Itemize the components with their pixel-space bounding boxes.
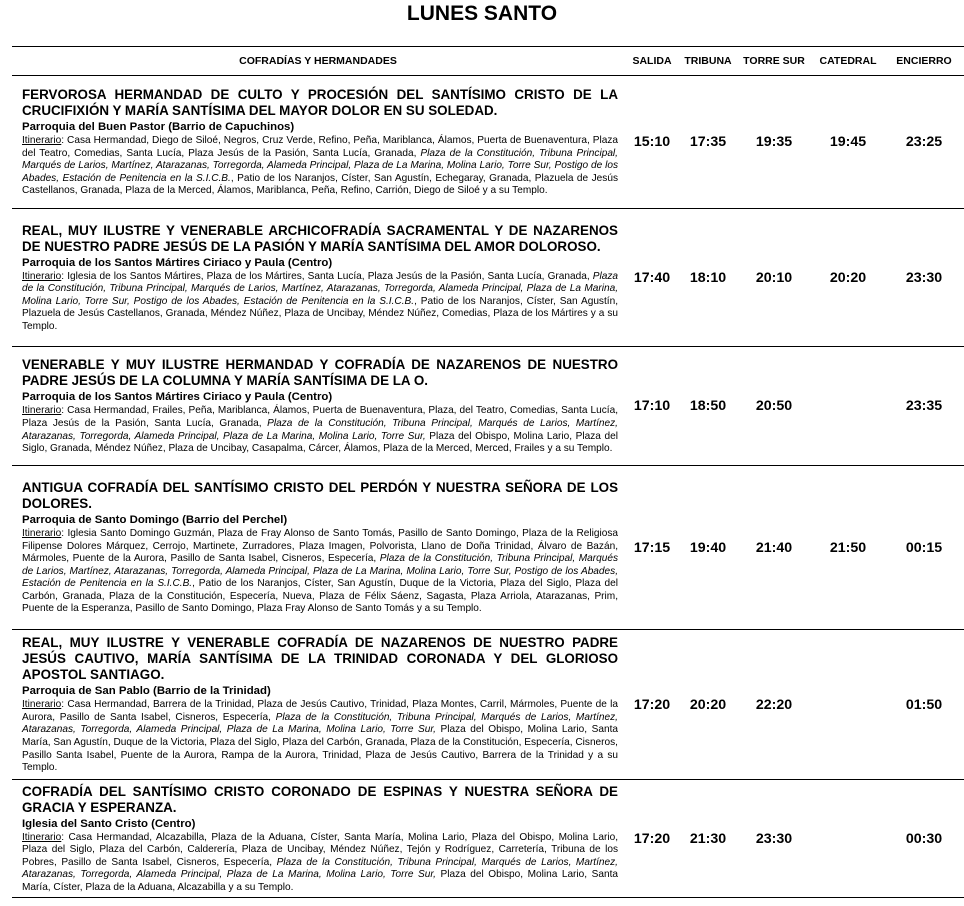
itinerary-label: Itinerario: [22, 270, 62, 282]
itinerary-text-return: , Patio de los Naranjos, Císter, San Agustín, Plazuela de Jesús Castellanos, Granada, Méndez Núñez, Plaza de Uncibay, Méndez Núñez, Comedias, Plaza de los Mártires y a su Templo.: [22, 295, 619, 332]
time-salida: 17:20: [624, 780, 680, 898]
itinerary: Itinerario: Casa Hermandad, Barrera de la Trinidad, Plaza de Jesús Cautivo, Trinidad, Plaza Montes, Carril, Mármoles, Puente de la Aurora, Pasillo de Santa Isabel, Cisneros, Especería, Plaza de la Constitución, Tribuna Principal, Marqués de Larios, Martínez, Atarazanas, Torregorda, Alameda Principal, Plaza de La Marina, Molina Lario, Torre Sur, Plaza del Obispo, Molina Lario, Santa María, San Agustín, Duque de la Victoria, Plaza del Siglo, Plaza del Carbón, Granada, Plaza de la Constitución, Especería, Cisneros, Pasillo Santa Isabel, Puente de la Aurora, Rampa de la Aurora, Trinidad, Plaza de Jesús Cautivo, Barrera de la Trinidad y a su Templo.: [22, 699, 618, 774]
table-row: [12, 76, 964, 209]
time-tribuna: 17:35: [680, 76, 736, 209]
itinerary-label: Itinerario: [22, 405, 62, 417]
time-salida: 15:10: [624, 76, 680, 209]
parish-name: Parroquia de San Pablo (Barrio de la Trinidad): [22, 685, 271, 698]
itinerary-text-return: , Patio de los Naranjos, Císter, San Agustín, Duque de la Victoria, Plaza del Siglo, Plaza del Carbón, Granada, Plaza de la Constitución, Especería, Nueva, Plaza de Félix Sáenz, Sagasta, Plaza Arriola, Atarazanas, Prim, Puente de la Esperanza, Pasillo de Santo Domingo, Plaza Fray Alonso de Santo Tomás y a su Templo.: [22, 578, 618, 615]
itinerary: Itinerario: Casa Hermandad, Alcazabilla, Plaza de la Aduana, Císter, Santa María, Molina Lario, Plaza del Obispo, Molina Lario, Plaza del Siglo, Plaza del Carbón, Calderería, Plaza de Uncibay, Méndez Núñez, Tejón y Rodríguez, Carretería, Tribuna de los Pobres, Pasillo de Santa Isabel, Cisneros, Especería, Plaza de la Constitución, Tribuna Principal, Marqués de Larios, Martínez, Atarazanas, Torregorda, Alameda Principal, Plaza de La Marina, Molina Lario, Torre Sur, Plaza del Obispo, Molina Lario, Santa María, Císter, Plaza de la Aduana, Alcazabilla y a su Templo.: [22, 831, 618, 893]
itinerary-text: Casa Hermandad, Barrera de la Trinidad, Plaza de Jesús Cautivo, Trinidad, Plaza Montes, Carril, Mármoles, Puente de la Aurora, Pasillo de Santa Isabel, Cisneros, Especería,: [22, 699, 618, 723]
parish-name: Parroquia de los Santos Mártires Ciriaco y Paula (Centro): [22, 391, 333, 404]
brotherhood-name: FERVOROSA HERMANDAD DE CULTO Y PROCESIÓN DEL SANTÍSIMO CRISTO DE LA CRUCIFIXIÓN Y MARÍA SANTÍSIMA DEL MAYOR DOLOR EN SU SOLEDAD.: [22, 87, 618, 119]
itinerary: Itinerario: Casa Hermandad, Diego de Siloé, Negros, Cruz Verde, Refino, Peña, Mariblanca, Álamos, Puerta de Buenaventura, Plaza del Teatro, Comedias, Santa Lucía, Plaza Jesús de la Pasión, Santa Lucía, Granada, Plaza de la Constitución, Tribuna Principal, Marqués de Larios, Martínez, Atarazanas, Torregorda, Alameda Principal, Plaza de La Marina, Molina Lario, Torre Sur, Postigo de los Abades, Estación de Penitencia en la S.I.C.B., Patio de los Naranjos, Císter, San Agustín, Echegaray, Granada, Plazuela de Jesús Castellanos, Granada, Plaza de la Merced, Álamos, Mariblanca, Peña, Refino, Carrión, Diego de Siloé y a su Templo.: [22, 135, 619, 197]
table-row: [12, 630, 964, 780]
itinerary-text-return: Plaza del Obispo, Molina Lario, Plaza del Siglo, Granada, Méndez Núñez, Plaza de Uncibay, Casapalma, Cárcer, Álamos, Plaza de la Merced, Merced, Frailes y a su Templo.: [22, 430, 618, 455]
itinerary-official-route: Plaza de la Constitución, Tribuna Principal, Marqués de Larios, Martínez, Atarazanas, Torregorda, Alameda Principal, Plaza de La Marina, Molina Lario, Torre Sur, Postigo de los Abades, Estación de Penitencia en la S.I.C.B.: [22, 270, 619, 307]
itinerary-text: Iglesia Santo Domingo Guzmán, Plaza de Fray Alonso de Santo Tomás, Pasillo de Santo Domingo, Plaza de la Religiosa Filipense Dolores Márquez, Cerrojo, Martinete, Zurradores, Plaza Imagen, Polvorista, Llano de Doña Trinidad, Álvaro de Bazán, Mármoles, Puente de la Aurora, Pasillo de Santa Isabel, Cisneros, Especería,: [22, 527, 619, 565]
itinerary-official-route: Plaza de la Constitución, Tribuna Principal, Marqués de Larios, Martínez, Atarazanas, Torregorda, Alameda Principal, Plaza de La Marina, Molina Lario, Torre Sur, Postigo de los Abades, Estación de Penitencia en la S.I.C.B.: [22, 147, 618, 184]
header-cofradias: COFRADÍAS Y HERMANDADES: [12, 47, 624, 76]
time-torre-sur: 22:20: [736, 630, 812, 780]
time-tribuna: 19:40: [680, 466, 736, 630]
time-catedral: 19:45: [812, 76, 884, 209]
time-catedral: 20:20: [812, 209, 884, 347]
header-catedral: CATEDRAL: [812, 47, 884, 76]
parish-name: Parroquia de Santo Domingo (Barrio del Perchel): [22, 513, 288, 526]
brotherhood-info: [12, 466, 624, 630]
itinerary-label: Itinerario: [22, 699, 62, 711]
itinerary-label: Itinerario: [22, 135, 62, 147]
time-encierro: 01:50: [884, 630, 964, 780]
table-row: [12, 780, 964, 898]
time-tribuna: 21:30: [680, 780, 736, 898]
itinerary-text: Casa Hermandad, Frailes, Peña, Mariblanca, Álamos, Puerta de Buenaventura, Plaza, del Teatro, Comedias, Santa Lucía, Plaza Jesús de la Pasión, Santa Lucía, Granada,: [22, 405, 618, 429]
itinerary-label: Itinerario: [22, 831, 62, 843]
time-salida: 17:20: [624, 630, 680, 780]
time-torre-sur: 19:35: [736, 76, 812, 209]
time-catedral: [812, 780, 884, 898]
brotherhood-name: ANTIGUA COFRADÍA DEL SANTÍSIMO CRISTO DEL PERDÓN Y NUESTRA SEÑORA DE LOS DOLORES.: [22, 479, 618, 511]
itinerary-official-route: Plaza de la Constitución, Tribuna Principal, Marqués de Larios, Martínez, Atarazanas, Torregorda, Alameda Principal, Plaza de La Marina, Molina Lario, Torre Sur, Postigo de los Abades, Estación de Penitencia en la S.I.C.B.: [22, 553, 618, 590]
time-catedral: [812, 630, 884, 780]
time-catedral: [812, 347, 884, 466]
table-row: [12, 209, 964, 347]
itinerary-text-return: , Patio de los Naranjos, Císter, San Agustín, Echegaray, Granada, Plazuela de Jesús Castellanos, Granada, Plaza de la Merced, Álamos, Mariblanca, Peña, Refino, Carrión, Diego de Siloé y a su Templo.: [22, 172, 619, 197]
brotherhood-name: REAL, MUY ILUSTRE Y VENERABLE COFRADÍA DE NAZARENOS DE NUESTRO PADRE JESÚS CAUTIVO, MARÍA SANTÍSIMA DE LA TRINIDAD CORONADA Y DEL GLORIOSO APOSTOL SANTIAGO.: [22, 635, 618, 683]
parish-name: Parroquia del Buen Pastor (Barrio de Capuchinos): [22, 121, 295, 134]
parish-name: Parroquia de los Santos Mártires Ciriaco y Paula (Centro): [22, 256, 333, 269]
time-encierro: 00:15: [884, 466, 964, 630]
brotherhood-info: [12, 209, 624, 347]
header-salida: SALIDA: [624, 47, 680, 76]
brotherhood-name: VENERABLE Y MUY ILUSTRE HERMANDAD Y COFRADÍA DE NAZARENOS DE NUESTRO PADRE JESÚS DE LA COLUMNA Y MARÍA SANTÍSIMA DE LA O.: [22, 357, 618, 389]
time-encierro: 00:30: [884, 780, 964, 898]
table-row: [12, 347, 964, 466]
time-torre-sur: 20:10: [736, 209, 812, 347]
brotherhood-info: [12, 347, 624, 466]
time-salida: 17:40: [624, 209, 680, 347]
time-encierro: 23:25: [884, 76, 964, 209]
header-torre-sur: TORRE SUR: [736, 47, 812, 76]
itinerary-text-return: Plaza del Obispo, Molina Lario, Santa María, Císter, Plaza de la Aduana, Alcazabilla y a su Templo.: [22, 869, 618, 893]
time-salida: 17:15: [624, 466, 680, 630]
header-row: [12, 47, 964, 76]
time-torre-sur: 20:50: [736, 347, 812, 466]
itinerary-label: Itinerario: [22, 527, 62, 539]
table-row: [12, 466, 964, 630]
parish-name: Iglesia del Santo Cristo (Centro): [22, 817, 196, 830]
time-torre-sur: 21:40: [736, 466, 812, 630]
time-catedral: 21:50: [812, 466, 884, 630]
itinerary-text: Iglesia de los Santos Mártires, Plaza de los Mártires, Santa Lucía, Plaza Jesús de la Pasión, Santa Lucía, Granada,: [67, 270, 593, 282]
brotherhood-info: [12, 780, 624, 898]
itinerary-official-route: Plaza de la Constitución, Tribuna Principal, Marqués de Larios, Martínez, Atarazanas, Torregorda, Alameda Principal, Plaza de La Marina, Molina Lario, Torre Sur,: [22, 711, 618, 736]
itinerary-text-return: Plaza del Obispo, Molina Lario, Santa María, San Agustín, Duque de la Victoria, Plaza del Siglo, Plaza del Carbón, Granada, Plaza de la Constitución, Especería, Cisneros, Pasillo Santa Isabel, Puente de la Aurora, Rampa de la Aurora, Trinidad, Plaza de Jesús Cautivo, Barrera de la Trinidad y a su Templo.: [22, 724, 618, 774]
time-tribuna: 20:20: [680, 630, 736, 780]
page-title: LUNES SANTO: [406, 2, 558, 25]
header-tribuna: TRIBUNA: [680, 47, 736, 76]
itinerary-official-route: Plaza de la Constitución, Tribuna Principal, Marqués de Larios, Martínez, Atarazanas, Torregorda, Alameda Principal, Plaza de La Marina, Molina Lario, Torre Sur,: [22, 417, 618, 442]
brotherhood-info: [12, 76, 624, 209]
itinerary: Itinerario: Iglesia Santo Domingo Guzmán, Plaza de Fray Alonso de Santo Tomás, Pasillo de Santo Domingo, Plaza de la Religiosa Filipense Dolores Márquez, Cerrojo, Martinete, Zurradores, Plaza Imagen, Polvorista, Llano de Doña Trinidad, Álvaro de Bazán, Mármoles, Puente de la Aurora, Pasillo de Santa Isabel, Cisneros, Especería, Plaza de la Constitución, Tribuna Principal, Marqués de Larios, Martínez, Atarazanas, Torregorda, Alameda Principal, Plaza de La Marina, Molina Lario, Torre Sur, Postigo de los Abades, Estación de Penitencia en la S.I.C.B., Patio de los Naranjos, Císter, San Agustín, Duque de la Victoria, Plaza del Siglo, Plaza del Carbón, Granada, Plaza de la Constitución, Especería, Nueva, Plaza de Félix Sáenz, Sagasta, Plaza Arriola, Atarazanas, Prim, Puente de la Esperanza, Pasillo de Santo Domingo, Plaza Fray Alonso de Santo Tomás y a su Templo.: [22, 527, 619, 615]
itinerary-official-route: Plaza de la Constitución, Tribuna Principal, Marqués de Larios, Martínez, Atarazanas, Torregorda, Alameda Principal, Plaza de La Marina, Molina Lario, Torre Sur,: [22, 856, 618, 881]
time-salida: 17:10: [624, 347, 680, 466]
time-tribuna: 18:10: [680, 209, 736, 347]
time-tribuna: 18:50: [680, 347, 736, 466]
itinerary-text: Casa Hermandad, Alcazabilla, Plaza de la Aduana, Císter, Santa María, Molina Lario, Plaza del Obispo, Molina Lario, Plaza del Siglo, Plaza del Carbón, Calderería, Plaza de Uncibay, Méndez Núñez, Tejón y Rodríguez, Carretería, Tribuna de los Pobres, Pasillo de Santa Isabel, Cisneros, Especería,: [22, 831, 618, 868]
header-encierro: ENCIERRO: [884, 47, 964, 76]
itinerary: Itinerario: Casa Hermandad, Frailes, Peña, Mariblanca, Álamos, Puerta de Buenaventura, Plaza, del Teatro, Comedias, Santa Lucía, Plaza Jesús de la Pasión, Santa Lucía, Granada, Plaza de la Constitución, Tribuna Principal, Marqués de Larios, Martínez, Atarazanas, Torregorda, Alameda Principal, Plaza de La Marina, Molina Lario, Torre Sur, Plaza del Obispo, Molina Lario, Plaza del Siglo, Granada, Méndez Núñez, Plaza de Uncibay, Casapalma, Cárcer, Álamos, Plaza de la Merced, Merced, Frailes y a su Templo.: [22, 405, 618, 455]
time-encierro: 23:30: [884, 209, 964, 347]
brotherhood-name: REAL, MUY ILUSTRE Y VENERABLE ARCHICOFRADÍA SACRAMENTAL Y DE NAZARENOS DE NUESTRO PADRE JESÚS DE LA PASIÓN Y MARÍA SANTÍSIMA DEL AMOR DOLOROSO.: [22, 222, 618, 254]
time-torre-sur: 23:30: [736, 780, 812, 898]
brotherhood-info: [12, 630, 624, 780]
time-encierro: 23:35: [884, 347, 964, 466]
itinerary: Itinerario: Iglesia de los Santos Mártires, Plaza de los Mártires, Santa Lucía, Plaza Jesús de la Pasión, Santa Lucía, Granada, Plaza de la Constitución, Tribuna Principal, Marqués de Larios, Martínez, Atarazanas, Torregorda, Alameda Principal, Plaza de La Marina, Molina Lario, Torre Sur, Postigo de los Abades, Estación de Penitencia en la S.I.C.B., Patio de los Naranjos, Císter, San Agustín, Plazuela de Jesús Castellanos, Granada, Méndez Núñez, Plaza de Uncibay, Méndez Núñez, Comedias, Plaza de los Mártires y a su Templo.: [22, 270, 619, 332]
schedule-table: [12, 46, 964, 898]
itinerary-text: Casa Hermandad, Diego de Siloé, Negros, Cruz Verde, Refino, Peña, Mariblanca, Álamos, Puerta de Buenaventura, Plaza del Teatro, Comedias, Santa Lucía, Plaza Jesús de la Pasión, Santa Lucía, Granada,: [22, 135, 619, 159]
brotherhood-name: COFRADÍA DEL SANTÍSIMO CRISTO CORONADO DE ESPINAS Y NUESTRA SEÑORA DE GRACIA Y ESPERANZA.: [22, 783, 618, 815]
